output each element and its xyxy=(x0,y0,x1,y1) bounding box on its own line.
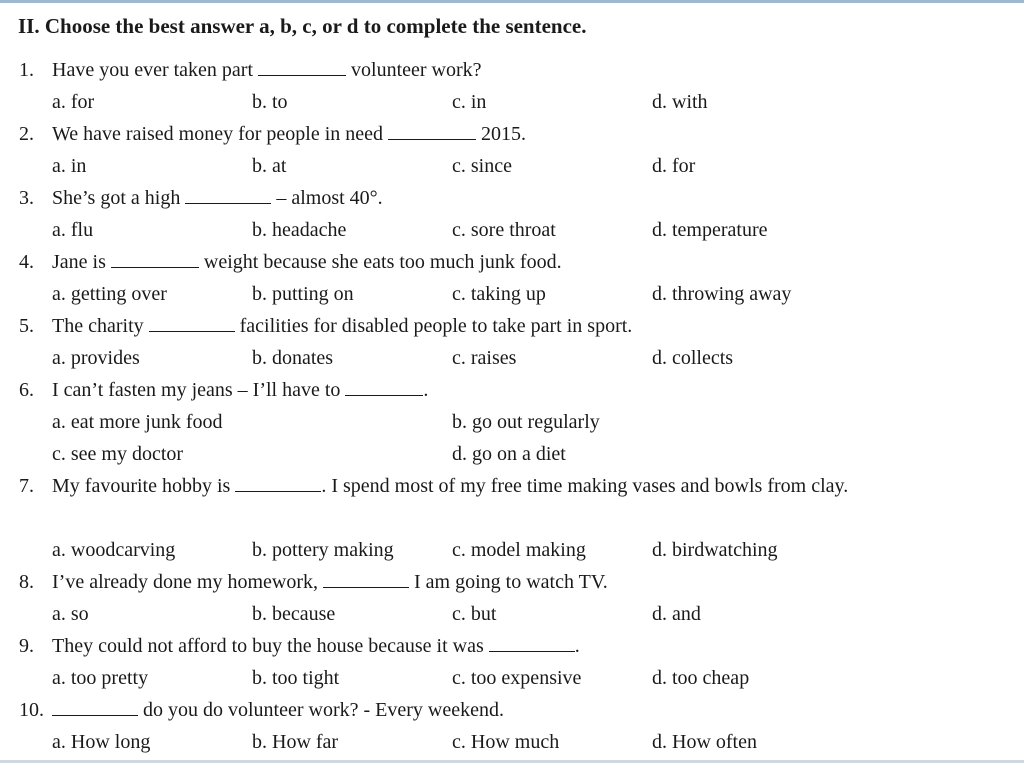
question-text-before: Have you ever taken part xyxy=(52,59,254,81)
question-text-before: I’ve already done my homework, xyxy=(52,571,319,593)
answer-blank xyxy=(323,572,409,588)
answer-blank xyxy=(52,700,138,716)
option-d: d. How often xyxy=(652,731,757,753)
question-7 xyxy=(52,470,997,502)
option-d: d. temperature xyxy=(652,219,768,241)
option-d: d. throwing away xyxy=(652,283,792,305)
answer-blank xyxy=(111,252,199,268)
question-4 xyxy=(52,251,562,274)
answer-blank xyxy=(235,476,321,492)
question-text-after: 2015. xyxy=(481,123,527,145)
question-text-after: – almost 40°. xyxy=(276,187,383,209)
question-6 xyxy=(52,379,428,402)
question-number: 1. xyxy=(19,59,34,81)
option-a: a. eat more junk food xyxy=(52,411,223,433)
option-c: c. but xyxy=(452,603,497,625)
option-b: b. headache xyxy=(252,219,347,241)
question-text-after: I am going to watch TV. xyxy=(414,571,608,593)
question-text-before: My favourite hobby is xyxy=(52,475,231,497)
option-c: c. taking up xyxy=(452,283,546,305)
question-number: 9. xyxy=(19,635,34,657)
question-9 xyxy=(52,635,580,658)
exercise-heading: II. Choose the best answer a, b, c, or d to complete the sentence. xyxy=(18,14,587,38)
answer-blank xyxy=(388,124,476,140)
option-a: a. in xyxy=(52,155,87,177)
option-a: a. flu xyxy=(52,219,94,241)
answer-blank xyxy=(185,188,271,204)
option-a: a. too pretty xyxy=(52,667,149,689)
answer-blank xyxy=(258,60,346,76)
option-b: b. How far xyxy=(252,731,339,753)
question-text-before: We have raised money for people in need xyxy=(52,123,384,145)
option-d: d. go on a diet xyxy=(452,443,566,465)
question-number: 8. xyxy=(19,571,34,593)
option-c: c. see my doctor xyxy=(52,443,184,465)
question-number: 2. xyxy=(19,123,34,145)
question-number: 3. xyxy=(19,187,34,209)
option-b: b. at xyxy=(252,155,287,177)
option-c: c. sore throat xyxy=(452,219,556,241)
question-number: 7. xyxy=(19,475,34,497)
question-number: 10. xyxy=(19,699,44,721)
question-8 xyxy=(52,571,608,594)
question-text-after: do you do volunteer work? - Every weekend. xyxy=(143,699,504,721)
option-b: b. go out regularly xyxy=(452,411,600,433)
option-b: b. because xyxy=(252,603,336,625)
option-c: c. raises xyxy=(452,347,517,369)
option-b: b. pottery making xyxy=(252,539,394,561)
option-d: d. too cheap xyxy=(652,667,750,689)
question-text-after: . xyxy=(423,379,429,401)
option-c: c. model making xyxy=(452,539,586,561)
option-c: c. How much xyxy=(452,731,560,753)
question-text-after: . I spend most of my free time making vases and bowls from clay. xyxy=(321,475,849,497)
option-d: d. for xyxy=(652,155,696,177)
option-b: b. too tight xyxy=(252,667,340,689)
question-number: 5. xyxy=(19,315,34,337)
option-a: a. for xyxy=(52,91,95,113)
option-d: d. with xyxy=(652,91,708,113)
question-text-before: I can’t fasten my jeans – I’ll have to xyxy=(52,379,341,401)
question-text-after: . xyxy=(574,635,580,657)
answer-blank xyxy=(345,380,423,396)
option-d: d. collects xyxy=(652,347,734,369)
question-3 xyxy=(52,187,383,210)
question-text-after: facilities for disabled people to take part in sport. xyxy=(239,315,633,337)
option-c: c. too expensive xyxy=(452,667,582,689)
question-10 xyxy=(52,699,504,722)
option-a: a. so xyxy=(52,603,89,625)
option-d: d. birdwatching xyxy=(652,539,778,561)
option-a: a. getting over xyxy=(52,283,167,305)
question-number: 6. xyxy=(19,379,34,401)
answer-blank xyxy=(489,636,575,652)
option-d: d. and xyxy=(652,603,701,625)
option-b: b. putting on xyxy=(252,283,354,305)
question-text-before: The charity xyxy=(52,315,144,337)
question-1 xyxy=(52,59,482,82)
question-text-after: volunteer work? xyxy=(351,59,482,81)
question-text-before: She’s got a high xyxy=(52,187,181,209)
option-b: b. donates xyxy=(252,347,334,369)
question-number: 4. xyxy=(19,251,34,273)
answer-blank xyxy=(149,316,235,332)
option-a: a. How long xyxy=(52,731,151,753)
question-text-after: weight because she eats too much junk food. xyxy=(203,251,562,273)
option-a: a. woodcarving xyxy=(52,539,176,561)
option-c: c. since xyxy=(452,155,512,177)
question-5 xyxy=(52,315,632,338)
question-text-before: Jane is xyxy=(52,251,106,273)
option-b: b. to xyxy=(252,91,288,113)
option-a: a. provides xyxy=(52,347,140,369)
option-c: c. in xyxy=(452,91,487,113)
question-text-before: They could not afford to buy the house because it was xyxy=(52,635,484,657)
question-2 xyxy=(52,123,526,146)
